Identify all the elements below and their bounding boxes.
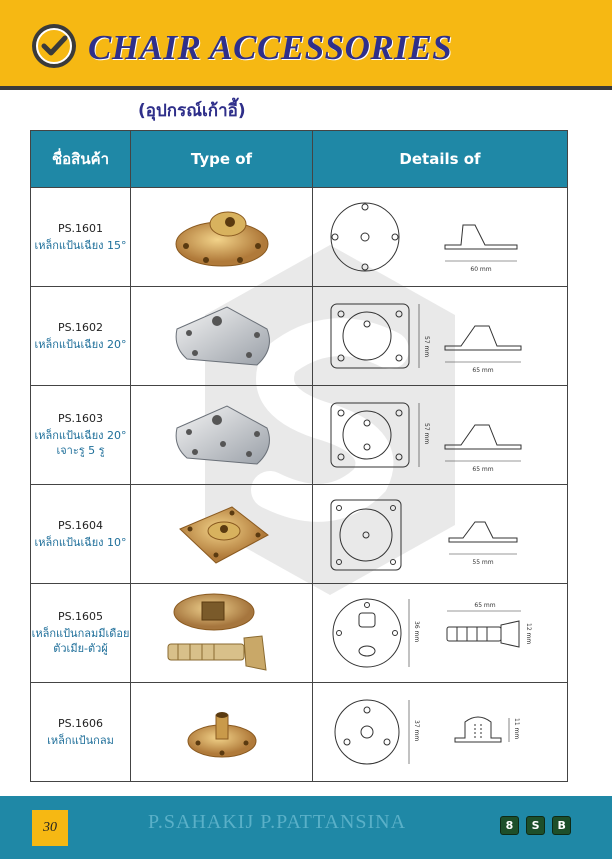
product-desc: เหล็กแป้นเฉียง 20° [34,429,127,442]
product-name-cell [31,386,131,485]
dimension-label: 37 mm [413,720,420,742]
dimension-label: 36 mm [413,621,420,643]
dimension-label: 65 mm [472,367,494,374]
product-photo-round-base [172,697,272,767]
product-photo-angled-plate [167,299,277,373]
product-name-cell [31,485,131,584]
product-desc: เหล็กแป้นเฉียง 10° [34,535,127,549]
table-row [31,485,568,584]
dimension-label: 11 mm [513,718,520,740]
dimension-label: 65 mm [474,602,496,609]
logo-mark-3: B [552,816,571,835]
product-photo-square-plate [172,499,272,569]
product-name-cell [31,584,131,683]
product-detail-cell [313,188,568,287]
product-image-cell [131,584,313,683]
product-image-cell [131,683,313,782]
product-detail-cell [313,485,568,584]
product-desc: เหล็กแป้นกลม [47,733,114,747]
table-row [31,584,568,683]
technical-drawing [325,195,555,279]
technical-drawing [325,690,555,774]
header-divider [0,86,612,90]
dimension-label: 55 mm [472,559,494,566]
product-desc: เหล็กแป้นกลมมีเดือย [31,627,130,640]
dimension-label: 60 mm [470,266,492,273]
table-row [31,683,568,782]
dimension-label: 65 mm [472,466,494,473]
product-desc-line2: ตัวเมีย-ตัวผู้ [53,642,108,655]
product-photo-round-plate [172,202,272,272]
footer-logos [500,814,573,835]
product-image-cell [131,188,313,287]
technical-drawing [325,492,555,576]
product-photo-socket-and-bolt [162,588,282,678]
product-desc: เหล็กแป้นเฉียง 15° [34,238,127,252]
table-header-row [31,131,568,188]
column-header-details: Details of [313,131,568,188]
logo-mark-1: 8 [500,816,519,835]
product-code: PS.1602 [57,320,104,334]
product-image-cell [131,386,313,485]
checkmark-badge-icon [30,22,78,70]
technical-drawing [325,591,555,675]
products-table [30,130,568,782]
table-row [31,287,568,386]
page-number: 30 [32,810,68,846]
product-code: PS.1603 [57,412,104,425]
product-photo-angled-plate [167,398,277,472]
dimension-label: 57 mm [423,423,430,445]
product-image-cell [131,485,313,584]
column-header-type: Type of [131,131,313,188]
product-image-cell [131,287,313,386]
product-detail-cell [313,386,568,485]
product-name-cell [31,287,131,386]
product-name-cell [31,188,131,287]
dimension-label: 12 mm [525,623,532,645]
product-detail-cell [313,683,568,782]
table-row [31,188,568,287]
column-header-name: ชื่อสินค้า [31,131,131,188]
product-detail-cell [313,287,568,386]
product-desc-line2: เจาะรู 5 รู [56,444,105,457]
product-name-cell [31,683,131,782]
dimension-label: 57 mm [423,336,430,358]
product-code: PS.1604 [57,518,104,532]
product-desc: เหล็กแป้นเฉียง 20° [34,337,127,351]
product-code: PS.1605 [57,610,104,623]
footer-brand: P.SAHAKIJ P.PATTANSINA [148,811,407,833]
page-subtitle: (อุปกรณ์เก้าอี้) [138,101,246,121]
logo-mark-2: S [526,816,545,835]
table-row [31,386,568,485]
product-code: PS.1601 [57,221,104,235]
page-title: CHAIR ACCESSORIES [88,28,453,67]
product-code: PS.1606 [57,716,104,730]
product-detail-cell [313,584,568,683]
technical-drawing [325,294,555,378]
technical-drawing [325,393,555,477]
